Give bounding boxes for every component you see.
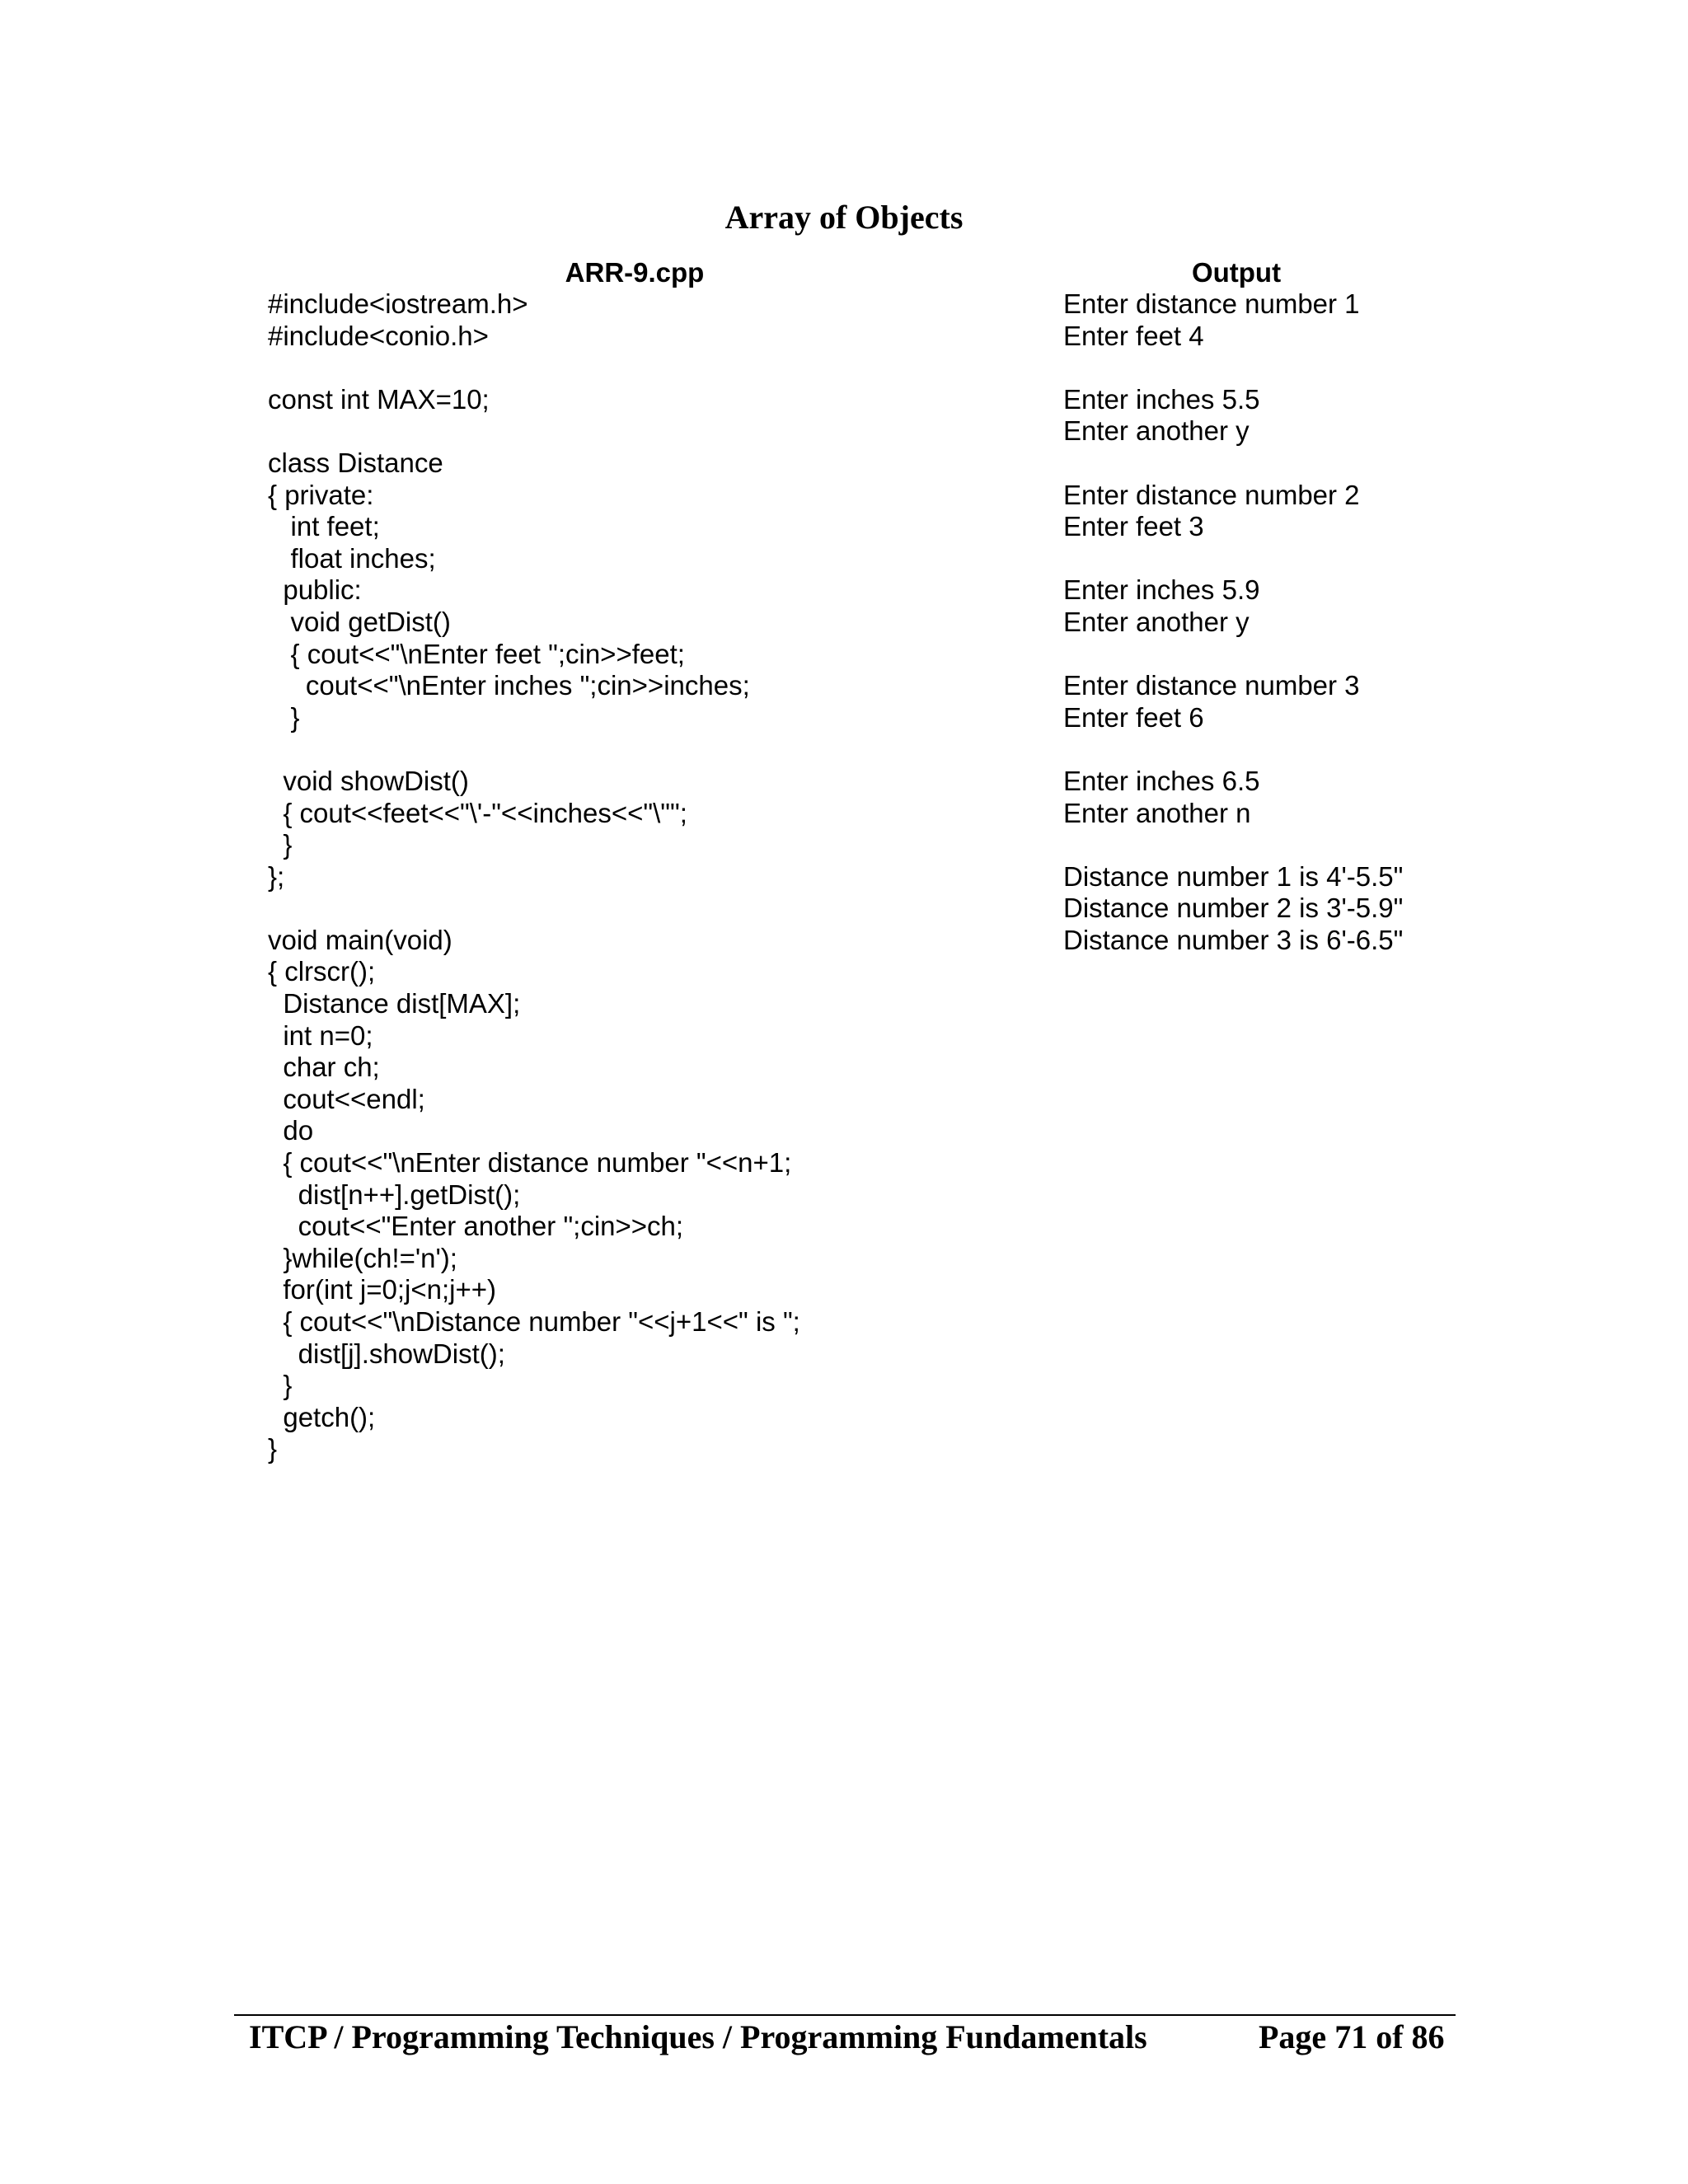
code-line: } bbox=[268, 1370, 293, 1401]
code-line: dist[j].showDist(); bbox=[268, 1338, 505, 1369]
code-line: cout<<"Enter another ";cin>>ch; bbox=[268, 1211, 684, 1242]
output-line: Enter distance number 2 bbox=[1063, 479, 1360, 510]
footer-divider bbox=[234, 2014, 1456, 2016]
code-line bbox=[268, 893, 1010, 925]
code-line: void showDist() bbox=[268, 765, 469, 796]
code-line: const int MAX=10; bbox=[268, 383, 490, 415]
code-line: cout<<"\nEnter inches ";cin>>inches; bbox=[268, 670, 750, 701]
page-title: Array of Objects bbox=[724, 199, 964, 236]
output-heading: Output bbox=[1191, 257, 1282, 288]
code-line: } bbox=[268, 701, 300, 733]
code-line: int n=0; bbox=[268, 1019, 373, 1051]
code-line: { cout<<"\nDistance number "<<j+1<<" is "; bbox=[268, 1306, 800, 1337]
output-line: Enter inches 6.5 bbox=[1063, 765, 1260, 796]
footer-course-title: ITCP / Programming Techniques / Programming Fundamentals bbox=[249, 2018, 1147, 2055]
output-line: Enter distance number 3 bbox=[1063, 670, 1360, 701]
program-output bbox=[1063, 288, 1640, 956]
code-line: { clrscr(); bbox=[268, 956, 376, 987]
code-line: #include<conio.h> bbox=[268, 320, 489, 351]
code-line: void main(void) bbox=[268, 924, 452, 955]
code-line: }while(ch!='n'); bbox=[268, 1242, 457, 1273]
code-listing bbox=[268, 288, 1010, 1465]
code-line: #include<iostream.h> bbox=[268, 288, 528, 319]
output-line: Enter inches 5.5 bbox=[1063, 383, 1260, 415]
code-line: for(int j=0;j<n;j++) bbox=[268, 1274, 496, 1305]
output-line: Distance number 2 is 3'-5.9" bbox=[1063, 893, 1404, 924]
code-line: do bbox=[268, 1115, 314, 1146]
code-line: cout<<endl; bbox=[268, 1083, 425, 1114]
code-line: class Distance bbox=[268, 447, 443, 478]
code-line: } bbox=[268, 1433, 278, 1465]
output-line bbox=[1063, 448, 1640, 480]
output-line bbox=[1063, 733, 1640, 766]
code-line bbox=[268, 352, 1010, 384]
code-line: char ch; bbox=[268, 1052, 380, 1083]
output-line: Enter distance number 1 bbox=[1063, 288, 1360, 319]
code-line: { cout<<"\nEnter distance number "<<n+1; bbox=[268, 1147, 792, 1179]
code-line: Distance dist[MAX]; bbox=[268, 988, 521, 1019]
code-line: int feet; bbox=[268, 511, 380, 542]
code-line: { cout<<"\nEnter feet ";cin>>feet; bbox=[268, 638, 685, 669]
code-line: public: bbox=[268, 574, 362, 606]
output-line bbox=[1063, 829, 1640, 861]
output-line: Enter another y bbox=[1063, 606, 1250, 637]
code-line: { private: bbox=[268, 479, 374, 510]
output-line bbox=[1063, 543, 1640, 575]
code-line: float inches; bbox=[268, 542, 436, 574]
output-line: Enter feet 4 bbox=[1063, 320, 1204, 351]
footer-page-number: Page 71 of 86 bbox=[1259, 2018, 1445, 2055]
code-line bbox=[268, 415, 1010, 448]
output-line: Distance number 3 is 6'-6.5" bbox=[1063, 924, 1404, 955]
output-line: Distance number 1 is 4'-5.5" bbox=[1063, 860, 1404, 892]
output-line: Enter feet 3 bbox=[1063, 511, 1204, 542]
output-line: Enter another y bbox=[1063, 415, 1250, 447]
output-line: Enter inches 5.9 bbox=[1063, 574, 1260, 606]
code-line: dist[n++].getDist(); bbox=[268, 1179, 521, 1210]
code-line: void getDist() bbox=[268, 606, 451, 637]
code-line: } bbox=[268, 829, 293, 860]
code-line: getch(); bbox=[268, 1401, 376, 1432]
output-line: Enter another n bbox=[1063, 797, 1251, 828]
code-heading: ARR-9.cpp bbox=[565, 257, 705, 288]
code-line: { cout<<feet<<"\'-"<<inches<<"\""; bbox=[268, 797, 687, 828]
output-line bbox=[1063, 352, 1640, 384]
code-line bbox=[268, 733, 1010, 766]
output-line: Enter feet 6 bbox=[1063, 701, 1204, 733]
code-line: }; bbox=[268, 860, 285, 892]
output-line bbox=[1063, 639, 1640, 671]
